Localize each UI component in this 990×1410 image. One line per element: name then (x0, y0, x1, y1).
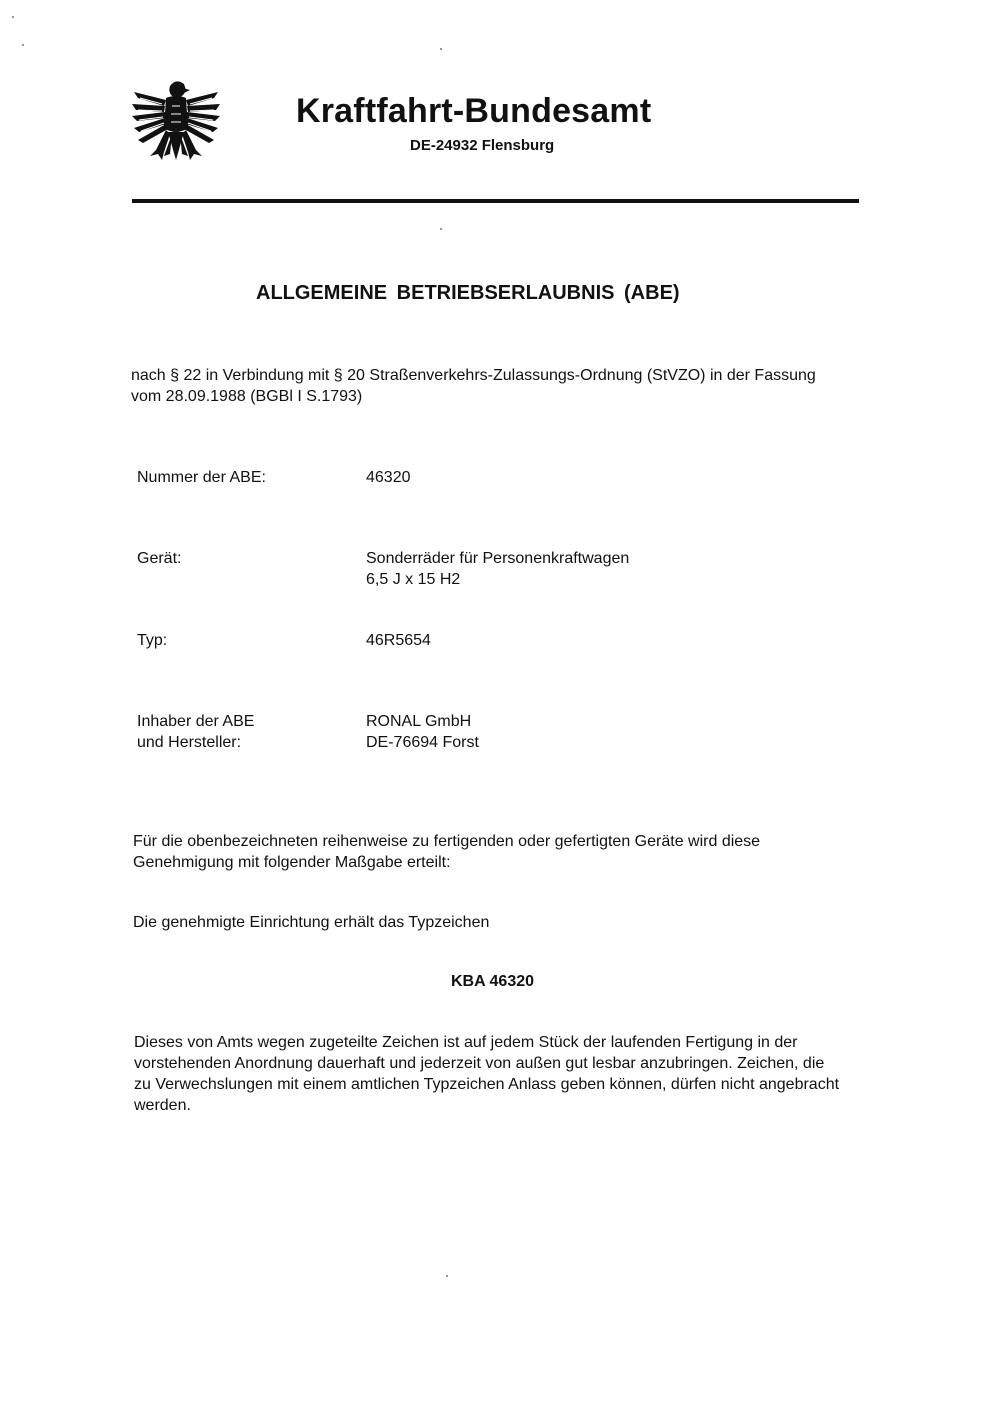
holder-value (366, 711, 479, 753)
holder-value-line2: DE-76694 Forst (366, 734, 479, 751)
scan-speck (446, 1275, 448, 1277)
kba-type-mark: KBA 46320 (451, 973, 535, 990)
document-title: ALLGEMEINE BETRIEBSERLAUBNIS (ABE) (256, 282, 680, 304)
abe-number-value: 46320 (366, 469, 411, 486)
device-value-line1: Sonderräder für Personenkraftwagen (366, 550, 630, 567)
holder-value-line1: RONAL GmbH (366, 713, 472, 730)
scan-speck (440, 228, 442, 230)
scan-speck (440, 48, 442, 50)
holder-label-line2: und Hersteller: (137, 734, 242, 751)
typezeichen-intro: Die genehmigte Einrichtung erhält das Typzeichen (133, 914, 490, 931)
type-label: Typ: (137, 632, 168, 649)
scan-speck (22, 44, 24, 46)
legal-basis-paragraph: nach § 22 in Verbindung mit § 20 Straßenverkehrs-Zulassungs-Ordnung (StVZO) in der Fassung vom 28.09.1988 (BGBl I S.1793) (131, 367, 816, 405)
authority-name: Kraftfahrt-Bundesamt (296, 92, 652, 130)
device-value-line2: 6,5 J x 15 H2 (366, 571, 461, 588)
holder-label-line1: Inhaber der ABE (137, 713, 255, 730)
type-value: 46R5654 (366, 632, 431, 649)
device-value (366, 548, 629, 590)
scan-speck (12, 16, 14, 18)
federal-eagle-icon (128, 76, 224, 170)
abe-number-label: Nummer der ABE: (137, 469, 266, 486)
marking-rules-paragraph: Dieses von Amts wegen zugeteilte Zeichen ist auf jedem Stück der laufenden Fertigung in der vorstehenden Anordnung dauerhaft und jederzeit von außen gut lesbar anzubringen. Zeichen, die zu Verwechslungen mit einem amtlichen Typzeichen Anlass geben können, dürfen nicht angebracht werden. (134, 1034, 840, 1114)
holder-label (137, 711, 254, 753)
authority-address: DE-24932 Flensburg (410, 137, 555, 154)
device-label: Gerät: (137, 550, 182, 567)
approval-paragraph: Für die obenbezeichneten reihenweise zu fertigenden oder gefertigten Geräte wird diese Genehmigung mit folgender Maßgabe erteilt: (133, 833, 761, 871)
header-divider (132, 199, 859, 203)
